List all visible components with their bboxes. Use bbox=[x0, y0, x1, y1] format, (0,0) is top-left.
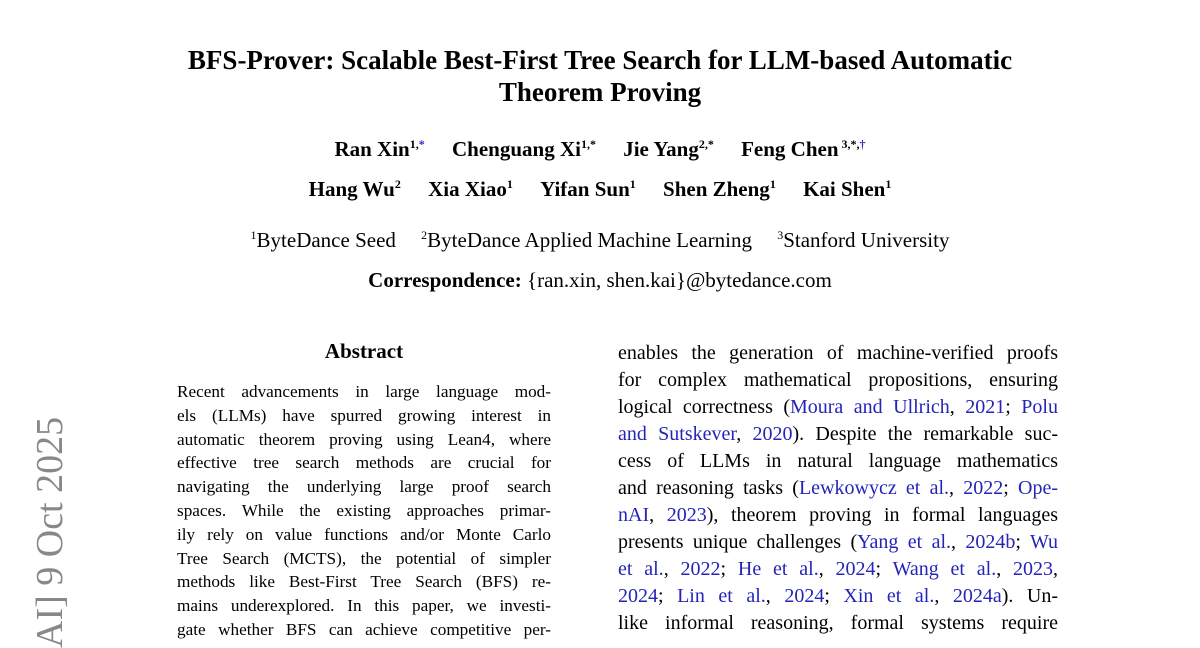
citation-link[interactable]: and Sutskever bbox=[618, 423, 737, 445]
author-list-row-2 bbox=[0, 176, 1200, 202]
body-line bbox=[618, 610, 1058, 637]
correspondence bbox=[0, 267, 1200, 293]
author: Xia Xiao$^1$ bbox=[428, 177, 513, 201]
citation-link[interactable]: Moura and Ullrich bbox=[789, 396, 950, 418]
citation-link[interactable]: nAI bbox=[618, 504, 650, 526]
body-text: , bbox=[949, 477, 964, 499]
abstract-line: navigating the underlying large proof search bbox=[177, 477, 551, 497]
body-text: , bbox=[1053, 558, 1059, 580]
citation-link[interactable]: 2023 bbox=[1013, 558, 1054, 580]
citation-link[interactable]: Lewkowycz et al. bbox=[798, 477, 950, 499]
correspondence-label: Correspondence: bbox=[368, 268, 522, 292]
author: Ran Xin$^{1,*}$ bbox=[334, 137, 425, 161]
body-line bbox=[618, 421, 1058, 448]
body-text: logical correctness ( bbox=[618, 396, 790, 418]
abstract-heading: Abstract bbox=[324, 339, 404, 363]
body-text: ; bbox=[1003, 477, 1019, 499]
abstract-line: els (LLMs) have spurred growing interest in bbox=[177, 405, 551, 425]
paper-title bbox=[100, 44, 1100, 108]
citation-link[interactable]: 2024b bbox=[965, 531, 1016, 553]
body-text: ). Despite the remarkable suc- bbox=[792, 423, 1058, 445]
body-text: , bbox=[649, 504, 667, 526]
citation-link[interactable]: et al. bbox=[618, 558, 664, 580]
affiliation: $^3$Stanford University bbox=[777, 228, 950, 252]
body-text: , bbox=[765, 585, 785, 607]
abstract-line: automatic theorem proving using Lean4, where bbox=[177, 429, 551, 449]
body-line bbox=[618, 583, 1058, 610]
citation-link[interactable]: He et al. bbox=[737, 558, 819, 580]
abstract-line: Recent advancements in large language mod- bbox=[177, 382, 551, 401]
citation-link[interactable]: 2022 bbox=[963, 477, 1004, 499]
body-text: ; bbox=[658, 585, 678, 607]
body-text: ; bbox=[720, 558, 738, 580]
body-text: ; bbox=[1005, 396, 1022, 418]
correspondence-email[interactable]: {ran.xin, shen.kai}@bytedance.com bbox=[527, 268, 832, 292]
citation-link[interactable]: 2021 bbox=[965, 396, 1006, 418]
citation-link[interactable]: 2022 bbox=[680, 558, 721, 580]
body-line bbox=[618, 340, 1058, 367]
body-text: , bbox=[934, 585, 953, 607]
author: Feng Chen $^{3,*,\dagger}$ bbox=[741, 137, 866, 161]
body-line bbox=[618, 367, 1058, 394]
author: Jie Yang$^{2,*}$ bbox=[623, 137, 714, 161]
body-text: for complex mathematical propositions, ensuring bbox=[618, 369, 1058, 391]
abstract-line: spaces. While the existing approaches primar- bbox=[177, 500, 551, 520]
author: Shen Zheng$^1$ bbox=[663, 177, 776, 201]
abstract-line: methods like Best-First Tree Search (BFS) re- bbox=[177, 572, 551, 592]
citation-link[interactable]: 2020 bbox=[752, 423, 793, 445]
body-line bbox=[618, 475, 1058, 502]
body-text: ; bbox=[824, 585, 844, 607]
title-line-2: Theorem Proving bbox=[498, 77, 702, 107]
author: Hang Wu$^2$ bbox=[308, 177, 401, 201]
citation-link[interactable]: 2024 bbox=[618, 585, 658, 607]
citation-link[interactable]: 2024 bbox=[784, 585, 825, 607]
citation-link[interactable]: Yang et al. bbox=[857, 531, 952, 553]
body-text: enables the generation of machine-verified proofs bbox=[618, 342, 1058, 364]
title-line-1: BFS-Prover: Scalable Best-First Tree Search for LLM-based Automatic bbox=[187, 45, 1013, 75]
citation-link[interactable]: Ope- bbox=[1018, 477, 1059, 499]
body-text: and reasoning tasks ( bbox=[618, 477, 799, 499]
abstract-line: ily rely on value functions and/or Monte Carlo bbox=[177, 524, 551, 544]
affiliation: $^2$ByteDance Applied Machine Learning bbox=[421, 228, 752, 252]
citation-link[interactable]: 2024a bbox=[952, 585, 1002, 607]
body-text: , bbox=[663, 558, 681, 580]
citation-link[interactable]: 2023 bbox=[666, 504, 707, 526]
body-line bbox=[618, 448, 1058, 475]
abstract-line: gate whether BFS can achieve competitive per- bbox=[177, 619, 551, 639]
body-text: ; bbox=[1015, 531, 1030, 553]
intro-paragraph bbox=[618, 340, 1058, 637]
body-line bbox=[618, 394, 1058, 421]
body-text: ), theorem proving in formal languages bbox=[706, 504, 1058, 526]
abstract-line: Tree Search (MCTS), the potential of simpler bbox=[177, 548, 551, 568]
abstract-line: mains underexplored. In this paper, we investi- bbox=[177, 596, 551, 616]
body-text: ). Un- bbox=[1001, 585, 1059, 607]
body-line bbox=[618, 502, 1058, 529]
citation-link[interactable]: Polu bbox=[1021, 396, 1058, 418]
body-text: , bbox=[736, 423, 753, 445]
body-text: ; bbox=[875, 558, 893, 580]
affiliations bbox=[0, 227, 1200, 253]
author: Chenguang $Xi^{1,*}$ bbox=[451, 137, 596, 161]
citation-link[interactable]: 2024 bbox=[835, 558, 876, 580]
author: Kai Shen$^1$ bbox=[803, 177, 892, 201]
body-text: cess of LLMs in natural language mathematics bbox=[618, 450, 1058, 472]
arxiv-stamp: AI] 9 Oct 2025 bbox=[29, 416, 71, 648]
body-text: presents unique challenges ( bbox=[618, 531, 858, 553]
author: Yifan Sun$^1$ bbox=[540, 177, 636, 201]
affiliation: $^1$ByteDance Seed bbox=[250, 228, 396, 252]
body-line bbox=[618, 556, 1058, 583]
author-list-row-1 bbox=[0, 136, 1200, 162]
body-text: , bbox=[996, 558, 1014, 580]
body-text: , bbox=[818, 558, 836, 580]
body-line bbox=[618, 529, 1058, 556]
abstract-body bbox=[177, 380, 551, 642]
body-text: , bbox=[951, 531, 966, 553]
citation-link[interactable]: Lin et al. bbox=[677, 585, 766, 607]
citation-link[interactable]: Wang et al. bbox=[892, 558, 997, 580]
body-text: like informal reasoning, formal systems require bbox=[618, 612, 1058, 634]
citation-link[interactable]: Xin et al. bbox=[843, 585, 935, 607]
citation-link[interactable]: Wu bbox=[1029, 531, 1059, 553]
body-text: , bbox=[949, 396, 966, 418]
abstract-line: effective tree search methods are crucial for bbox=[177, 453, 551, 473]
